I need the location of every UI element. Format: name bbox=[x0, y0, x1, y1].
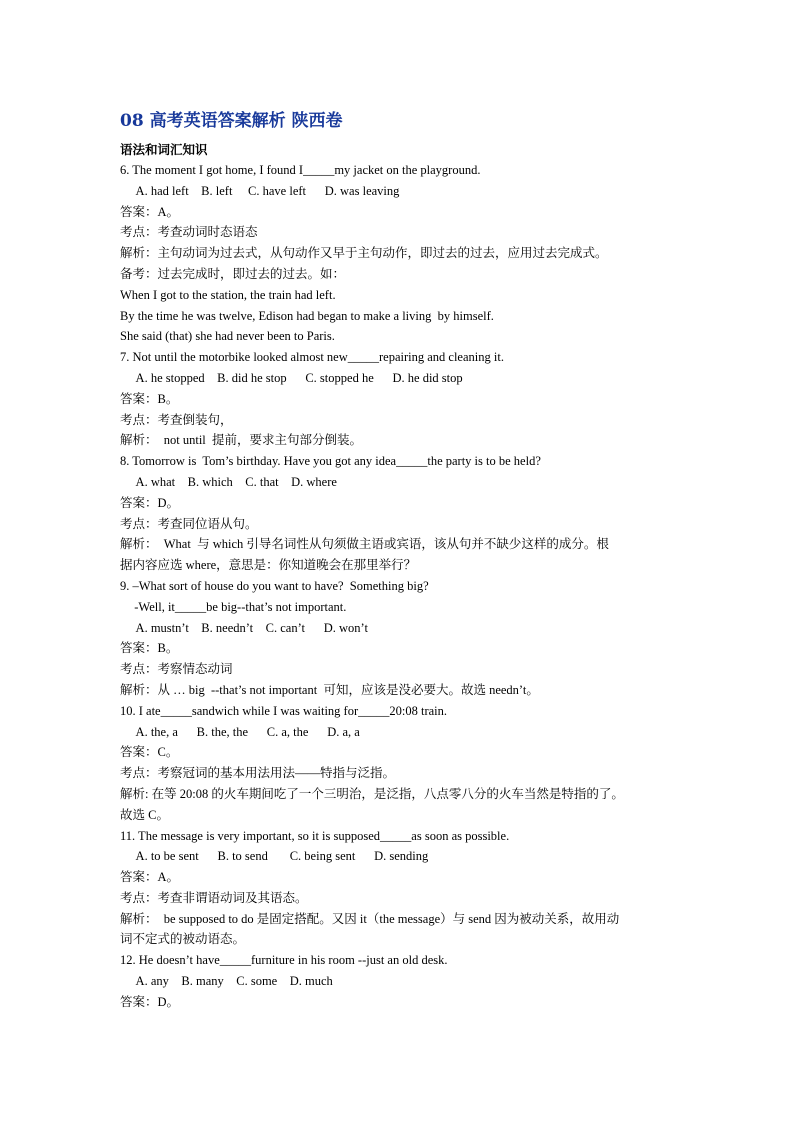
analysis-6: 解析：主句动词为过去式，从句动作又早于主句动作，即过去的过去，应用过去完成式。 bbox=[120, 246, 608, 261]
example-6-2: By the time he was twelve, Edison had began to make a living by himself. bbox=[120, 308, 494, 323]
options-6: A. had left B. left C. have left D. was leaving bbox=[130, 183, 400, 198]
question-12: 12. He doesn’t have_____furniture in his room --just an old desk. bbox=[120, 953, 448, 968]
answer-8: 答案：D。 bbox=[120, 495, 180, 510]
options-7: A. he stopped B. did he stop C. stopped he D. he did stop bbox=[130, 370, 463, 385]
answer-11: 答案：A。 bbox=[120, 870, 180, 885]
analysis-7: 解析： not until 提前，要求主句部分倒装。 bbox=[120, 433, 363, 448]
answer-12: 答案：D。 bbox=[120, 994, 180, 1009]
options-11: A. to be sent B. to send C. being sent D. sending bbox=[130, 849, 429, 864]
options-8: A. what B. which C. that D. where bbox=[130, 474, 337, 489]
analysis-10-1: 解析: 在等 20:08 的火车期间吃了一个三明治，是泛指，八点零八分的火车当然是特指的了。 bbox=[120, 786, 624, 801]
point-10: 考点：考察冠词的基本用法用法——特指与泛指。 bbox=[120, 766, 396, 781]
point-8: 考点：考查同位语从句。 bbox=[120, 516, 258, 531]
question-7: 7. Not until the motorbike looked almost new_____repairing and cleaning it. bbox=[120, 350, 504, 365]
document-body bbox=[120, 160, 690, 1013]
question-11: 11. The message is very important, so it is supposed_____as soon as possible. bbox=[120, 828, 510, 843]
point-6: 考点：考查动词时态语态 bbox=[120, 225, 258, 240]
note-6: 备考：过去完成时，即过去的过去。如： bbox=[120, 266, 346, 281]
example-6-1: When I got to the station, the train had left. bbox=[120, 287, 336, 302]
options-9: A. mustn’t B. needn’t C. can’t D. won’t bbox=[130, 620, 368, 635]
analysis-11-2: 词不定式的被动语态。 bbox=[120, 932, 246, 947]
example-6-3: She said (that) she had never been to Paris. bbox=[120, 329, 335, 344]
answer-10: 答案：C。 bbox=[120, 745, 179, 760]
analysis-8-1: 解析： What 与 which 引导名词性从句须做主语或宾语，该从句并不缺少这样的成分。根 bbox=[120, 537, 609, 552]
question-8: 8. Tomorrow is Tom’s birthday. Have you got any idea_____the party is to be held? bbox=[120, 454, 541, 469]
analysis-11-1: 解析： be supposed to do 是固定搭配。又因 it（the message）与 send 因为被动关系，故用动 bbox=[120, 911, 620, 926]
analysis-8-2: 据内容应选 where，意思是：你知道晚会在那里举行？ bbox=[120, 558, 417, 573]
answer-6: 答案：A。 bbox=[120, 204, 180, 219]
analysis-10-2: 故选 C。 bbox=[120, 807, 169, 822]
question-9: 9. –What sort of house do you want to have? Something big? bbox=[120, 578, 429, 593]
question-6: 6. The moment I got home, I found I_____my jacket on the playground. bbox=[120, 163, 481, 177]
page-title: 08 高考英语答案解析 陕西卷 bbox=[120, 111, 343, 131]
options-12: A. any B. many C. some D. much bbox=[130, 974, 333, 989]
question-10: 10. I ate_____sandwich while I was waiting for_____20:08 train. bbox=[120, 703, 448, 718]
analysis-9: 解析：从 … big --that’s not important 可知，应该是没必要大。故选 needn’t。 bbox=[120, 682, 539, 697]
point-7: 考点：考查倒装句， bbox=[120, 412, 233, 427]
options-10: A. the, a B. the, the C. a, the D. a, a bbox=[130, 724, 360, 739]
question-9-reply: -Well, it_____be big--that’s not important. bbox=[128, 599, 347, 614]
point-9: 考点：考察情态动词 bbox=[120, 662, 233, 677]
point-11: 考点：考查非谓语动词及其语态。 bbox=[120, 890, 308, 905]
answer-7: 答案：B。 bbox=[120, 391, 179, 406]
section-heading: 语法和词汇知识 bbox=[120, 142, 208, 157]
answer-9: 答案：B。 bbox=[120, 641, 179, 656]
